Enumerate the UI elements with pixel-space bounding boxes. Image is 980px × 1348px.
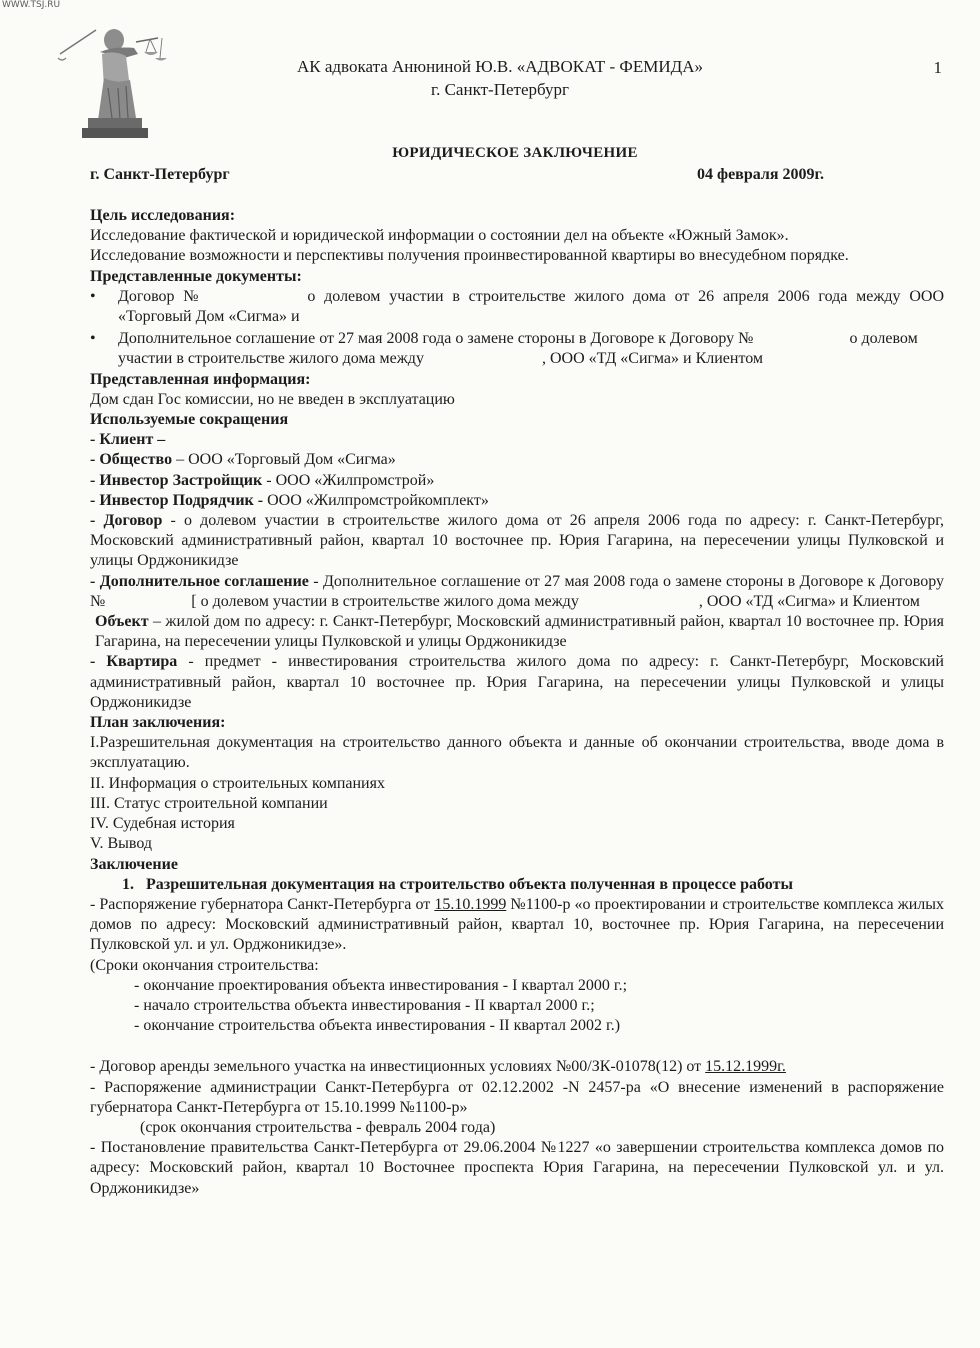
document-date: 04 февраля 2009г. xyxy=(697,166,824,183)
government-decree: - Постановление правительства Санкт-Петербурга от 29.06.2004 №1227 «о завершении строительства комплекса домов по адресу: Московский район, квартал 10 Восточнее проспекта Юрия Гагарина, на пересечении Пулковской ул. и ул. Орджоникидзе» xyxy=(90,1139,944,1197)
docs-item: • Договор № о долевом участии в строительстве жилого дома от 26 апреля 2006 года между ООО «Торговый Дом «Сигма» и xyxy=(90,287,944,327)
abbr-addendum: - Дополнительное соглашение - Дополнительное соглашение от 27 мая 2008 года о замене стороны в Договоре к Договору № [ о долевом участии в строительстве жилого дома между , ООО «ТД «Сигма» и Клиентом xyxy=(90,572,945,610)
goal-heading: Цель исследования: xyxy=(90,207,236,224)
plan-item: I.Разрешительная документация на строительство данного объекта и данные об окончании строительства, вводе дома в эксплуатацию. xyxy=(90,734,944,772)
goal-line: Исследование возможности и перспективы получения проинвестированной квартиры во внесудебном порядке. xyxy=(90,247,849,265)
abbr-heading: Используемые сокращения xyxy=(90,411,289,429)
document-place: г. Санкт-Петербург xyxy=(90,166,230,183)
page-number: 1 xyxy=(933,58,942,77)
lease-contract: - Договор аренды земельного участка на инвестиционных условиях №00/ЗК-01078(12) от 15.12.1999г. xyxy=(90,1058,786,1076)
docs-heading: Представленные документы: xyxy=(90,267,302,285)
law-firm-name: АК адвоката Анюниной Ю.В. «АДВОКАТ - ФЕМИДА» xyxy=(296,57,704,76)
docs-item: • Дополнительное соглашение от 27 мая 2008 года о замене стороны в Договоре к Договору № о долевом участии в строительстве жилого дома между , ООО «ТД «Сигма» и Клиентом xyxy=(90,329,944,369)
goal-line: Исследование фактической и юридической информации о состоянии дел на объекте «Южный Замок». xyxy=(90,227,789,245)
header-city: г. Санкт-Петербург xyxy=(431,80,569,99)
info-text: Дом сдан Гос комиссии, но не введен в эксплуатацию xyxy=(90,390,455,408)
themis-logo-icon xyxy=(52,18,174,142)
abbr-object: Объект – жилой дом по адресу: г. Санкт-Петербург, Московский административный район, квартал 10 восточнее пр. Юрия Гагарина, на пересечении улицы Пулковской и улицы Орджоникидзе xyxy=(95,613,944,651)
admin-order-term: (срок окончания строительства - февраль 2004 года) xyxy=(140,1118,496,1136)
governor-order: - Распоряжение губернатора Санкт-Петербурга от 15.10.1999 №1100-р «о проектировании и строительстве комплекса жилых домов по адресу: Московский административный район, квартал 10, восточнее пр. Юрия Гагарина, на пересечении Пулковской ул. и ул. Орджоникидзе». xyxy=(90,895,945,954)
term-item: - окончание строительства объекта инвестирования - II квартал 2002 г.) xyxy=(134,1017,621,1035)
terms-heading: (Сроки окончания строительства: xyxy=(90,956,319,974)
abbr-investor-contractor: - Инвестор Подрядчик - ООО «Жилпромстройкомплект» xyxy=(90,491,489,509)
admin-order: - Распоряжение администрации Санкт-Петербурга от 02.12.2002 -N 2457-ра «О внесение изменений в распоряжение губернатора Санкт-Петербурга от 15.10.1999 №1100-р» xyxy=(90,1078,944,1116)
plan-item: V. Вывод xyxy=(90,835,153,853)
document-body xyxy=(90,206,944,1199)
watermark: WWW.TSJ.RU xyxy=(2,0,61,10)
term-item: - окончание проектирования объекта инвестирования - I квартал 2000 г.; xyxy=(134,976,628,994)
plan-item: III. Статус строительной компании xyxy=(90,794,328,812)
conclusion-heading: Заключение xyxy=(90,855,178,873)
abbr-investor-developer: - Инвестор Застройщик - ООО «Жилпромстрой» xyxy=(90,471,435,489)
abbr-company: - Общество – ООО «Торговый Дом «Сигма» xyxy=(90,451,396,469)
info-heading: Представленная информация: xyxy=(90,370,311,388)
plan-item: II. Информация о строительных компаниях xyxy=(90,774,385,792)
abbr-contract: - Договор - о долевом участии в строительстве жилого дома от 26 апреля 2006 года по адресу: г. Санкт-Петербург, Московский административный район, квартал 10 восточнее пр. Юрия Гагарина, на пересечении улицы Пулковской и улицы Орджоникидзе xyxy=(90,512,945,570)
section-1-heading: 1. Разрешительная документация на строительство объекта полученная в процессе работы xyxy=(122,875,793,893)
plan-heading: План заключения: xyxy=(90,714,226,732)
plan-item: IV. Судебная история xyxy=(90,815,235,833)
term-item: - начало строительства объекта инвестирования - II квартал 2000 г.; xyxy=(134,996,595,1014)
abbr-client: - Клиент – xyxy=(90,431,166,449)
document-title: ЮРИДИЧЕСКОЕ ЗАКЛЮЧЕНИЕ xyxy=(392,145,638,161)
abbr-apartment: - Квартира - предмет - инвестирования строительства жилого дома по адресу: г. Санкт-Петербург, Московский административный район, квартал 10 восточнее пр. Юрия Гагарина, на пересечении улицы Пулковской и улицы Орджоникидзе xyxy=(90,653,944,711)
